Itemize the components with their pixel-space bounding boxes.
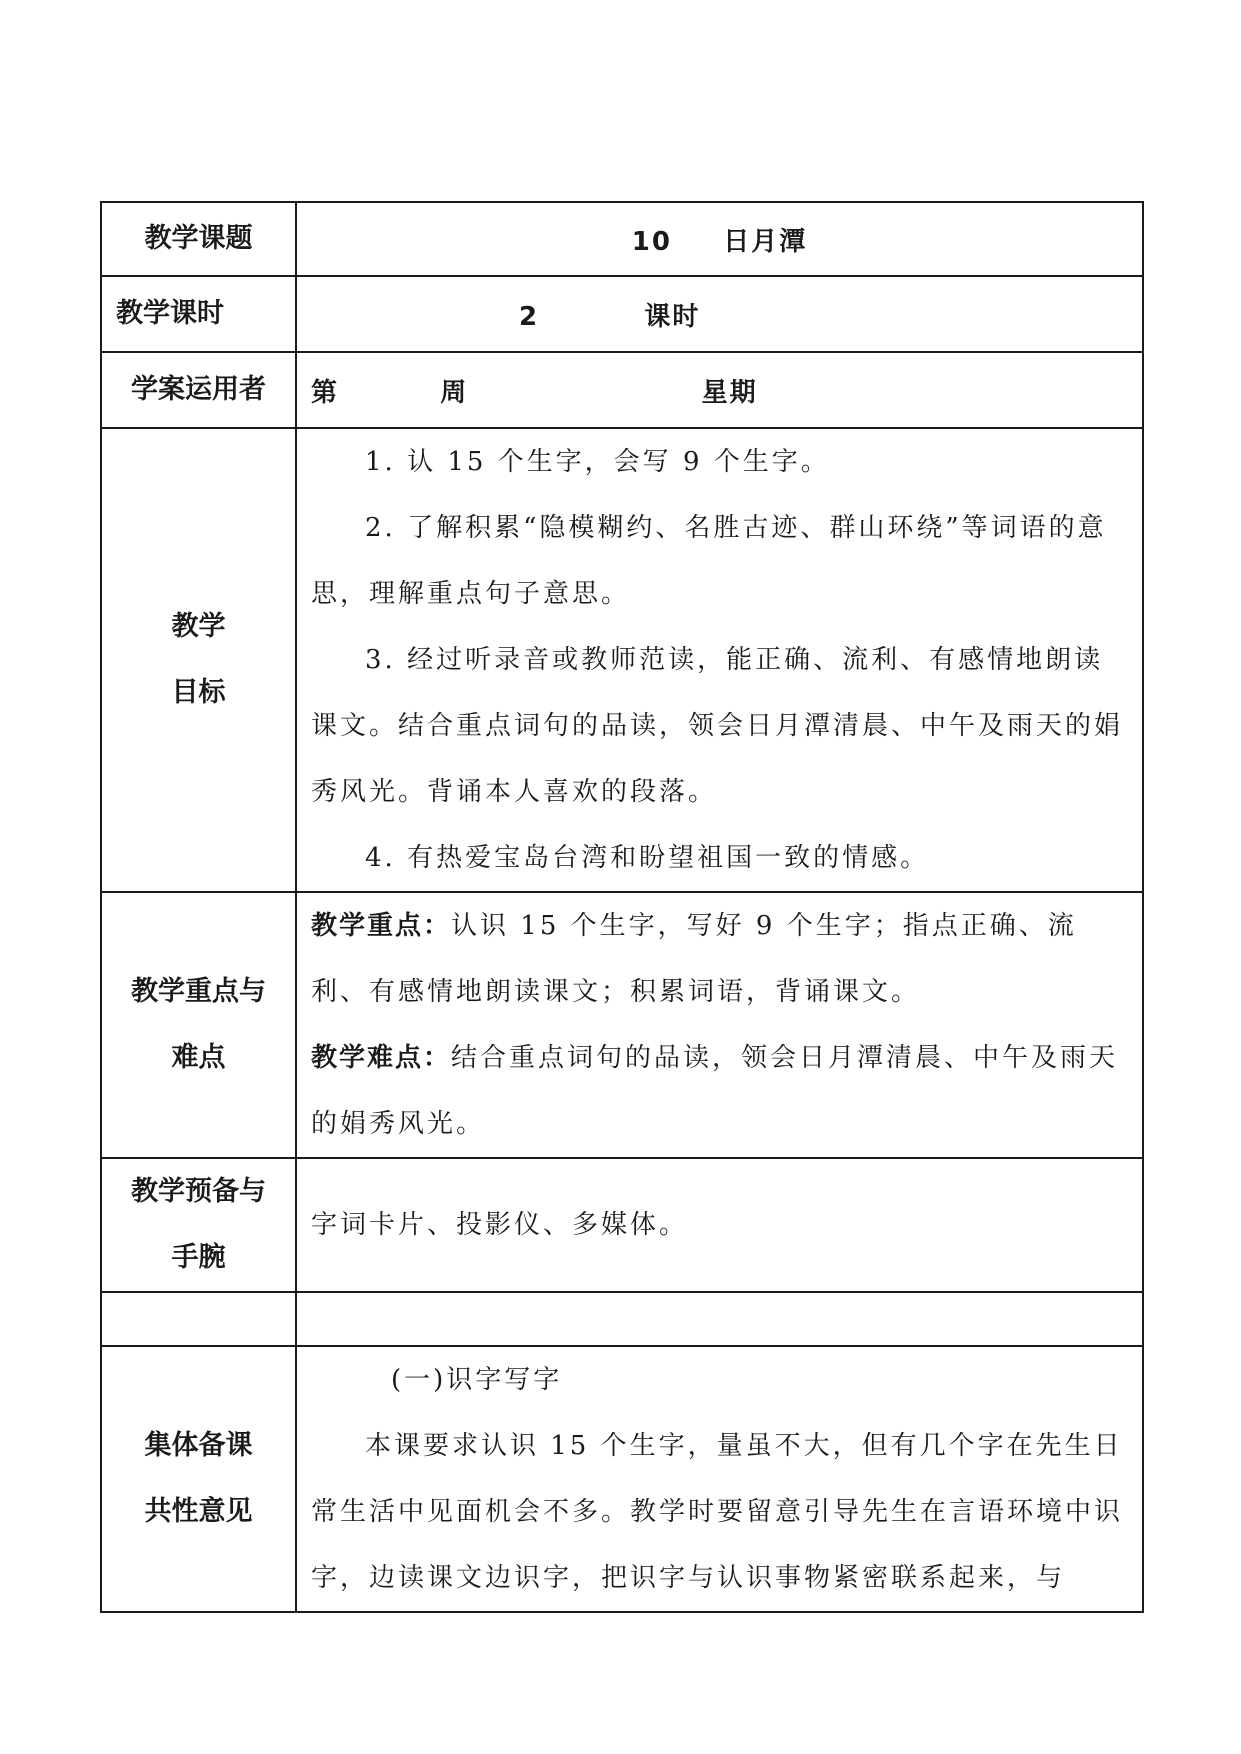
group-label-line1: 集体备课 <box>144 1430 253 1461</box>
user-label: 学案运用者 <box>101 352 296 428</box>
goals-row <box>101 428 1143 892</box>
topic-label: 教学课题 <box>101 202 296 276</box>
topic-number: 10 <box>631 226 672 257</box>
prep-cell <box>296 1158 1143 1292</box>
goal-item: 3. 经过听录音或教师范读，能正确、流利、有感情地朗读课文。结合重点词句的品读，领会日月潭清晨、中午及雨天的娟秀风光。背诵本人喜欢的段落。 <box>311 645 1124 807</box>
group-label-line2: 共性意见 <box>144 1496 253 1527</box>
group-label <box>101 1346 296 1612</box>
difficulty-text: 结合重点词句的品读，领会日月潭清晨、中午及雨天的娟秀风光。 <box>311 1043 1119 1139</box>
difficulty-paragraph <box>311 1025 1128 1157</box>
group-cell <box>296 1346 1143 1612</box>
keypoints-label <box>101 892 296 1158</box>
keypoints-label-line1: 教学重点与 <box>131 976 266 1007</box>
goal-item: 4. 有热爱宝岛台湾和盼望祖国一致的情感。 <box>365 843 930 873</box>
user-weekday: 星期 <box>701 377 758 408</box>
hours-unit: 课时 <box>644 301 701 332</box>
blank-cell-left <box>101 1292 296 1346</box>
topic-cell <box>296 202 1143 276</box>
blank-cell-right <box>296 1292 1143 1346</box>
keypoints-label-line2: 难点 <box>171 1042 226 1073</box>
difficulty-title: 教学难点： <box>311 1043 452 1073</box>
prep-text: 字词卡片、投影仪、多媒体。 <box>311 1210 689 1240</box>
topic-title: 日月潭 <box>723 226 808 257</box>
keypoints-row <box>101 892 1143 1158</box>
prep-label-line2: 手腕 <box>171 1242 226 1273</box>
prep-label-line1: 教学预备与 <box>131 1176 266 1207</box>
key-point-paragraph <box>311 893 1128 1025</box>
hours-cell <box>296 276 1143 352</box>
hours-row <box>101 276 1143 352</box>
user-cell <box>296 352 1143 428</box>
blank-row <box>101 1292 1143 1346</box>
user-di: 第 <box>311 377 340 408</box>
goals-label <box>101 428 296 892</box>
goals-label-line2: 目标 <box>171 677 226 708</box>
goals-cell <box>296 428 1143 892</box>
keypoints-cell <box>296 892 1143 1158</box>
prep-label <box>101 1158 296 1292</box>
group-text: 本课要求认识 15 个生字，量虽不大，但有几个字在先生日常生活中见面机会不多。教学时要留意引导先生在言语环境中识字，边读课文边识字，把识字与认识事物紧密联系起来，与 <box>311 1431 1124 1593</box>
topic-row <box>101 202 1143 276</box>
lesson-plan-table <box>100 201 1144 1613</box>
group-row <box>101 1346 1143 1612</box>
hours-count: 2 <box>519 301 540 332</box>
group-heading: (一)识字写字 <box>391 1365 563 1395</box>
key-point-title: 教学重点： <box>311 911 452 941</box>
prep-row <box>101 1158 1143 1292</box>
user-row <box>101 352 1143 428</box>
goals-label-line1: 教学 <box>171 611 226 642</box>
key-point-text: 认识 15 个生字，写好 9 个生字；指点正确、流利、有感情地朗读课文；积累词语，背诵课文。 <box>311 911 1077 1007</box>
goal-item: 2. 了解积累“隐模糊约、名胜古迹、群山环绕”等词语的意思，理解重点句子意思。 <box>311 513 1107 609</box>
goal-item: 1. 认 15 个生字，会写 9 个生字。 <box>365 447 830 477</box>
hours-label: 教学课时 <box>101 276 296 352</box>
user-week: 周 <box>440 377 469 408</box>
lesson-plan-sheet <box>100 201 1142 1613</box>
